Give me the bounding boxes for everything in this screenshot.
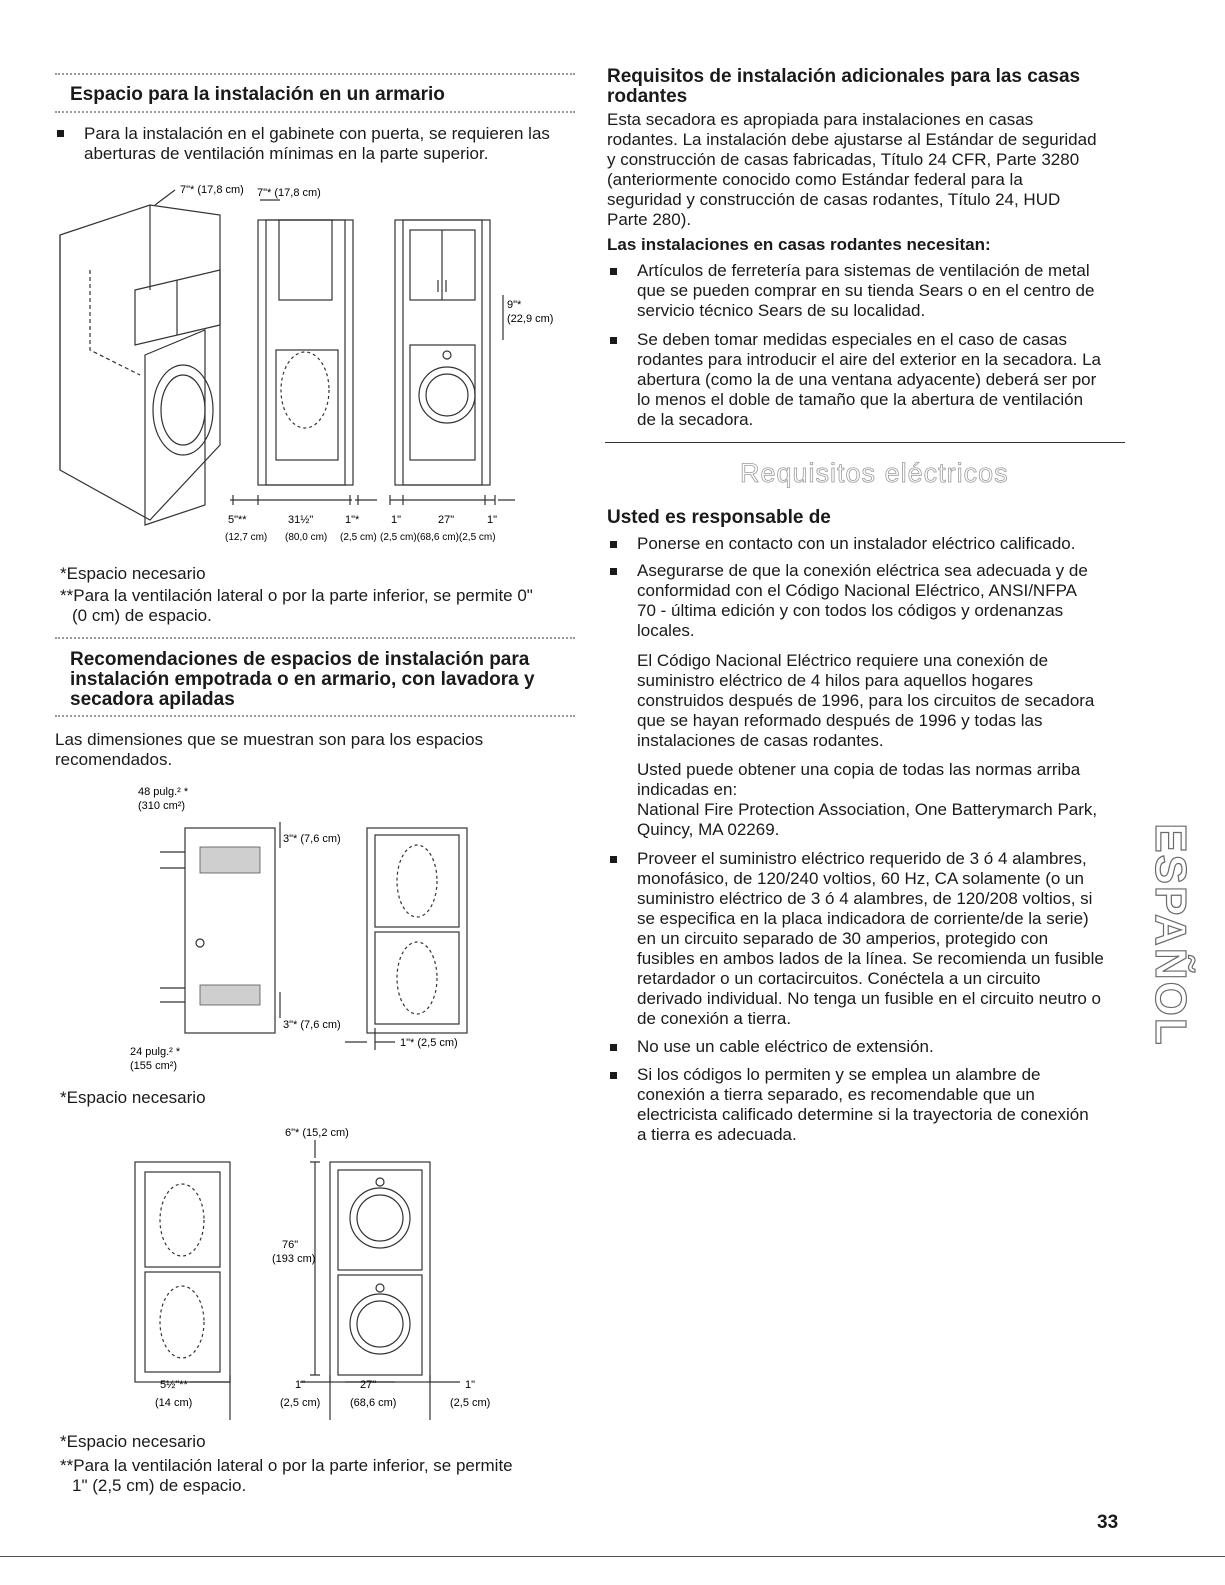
bullet — [610, 268, 617, 275]
dim-label: (310 cm²) — [138, 800, 186, 812]
bullet — [610, 1044, 617, 1051]
electrical-subheading: Usted es responsable de — [607, 507, 831, 528]
dim-label: (12,7 cm) — [225, 532, 268, 543]
bullet — [610, 568, 617, 575]
dim-label: 27" — [438, 514, 455, 526]
bullet — [610, 1072, 617, 1079]
electrical-bullet: No use un cable eléctrico de extensión. — [637, 1037, 934, 1056]
dim-label: 1"* (2,5 cm) — [400, 1037, 458, 1049]
dim-label: (22,9 cm) — [507, 313, 554, 325]
dim-label: 5½"** — [160, 1379, 188, 1391]
dim-label: 1" — [465, 1379, 476, 1391]
electrical-bullet: Ponerse en contacto con un instalador eléctrico calificado. — [637, 534, 1076, 553]
dim-label: (2,5 cm) — [280, 1397, 321, 1409]
electrical-banner: Requisitos eléctricos — [740, 458, 1009, 488]
footnote-required: *Espacio necesario — [60, 1088, 206, 1107]
footnote-venting: **Para la ventilación lateral o por la parte inferior, se permite 0" (0 cm) de espacio. — [60, 586, 533, 625]
dim-label: (68,6 cm) — [350, 1397, 397, 1409]
section-title-closet: Espacio para la instalación en un armario — [70, 84, 445, 105]
stacked-dimensions-diagram — [130, 1120, 510, 1430]
mobile-home-subheading: Las instalaciones en casas rodantes necesitan: — [607, 235, 991, 254]
dim-label: 24 pulg.² * — [130, 1046, 181, 1058]
closet-bullet-text: Para la instalación en el gabinete con puerta, se requieren las aberturas de ventilación mínimas en la parte superior. — [84, 124, 550, 163]
section-rule — [55, 73, 575, 75]
section-title-mobile-home: Requisitos de instalación adicionales para las casas rodantes — [607, 66, 1081, 107]
dim-label: (2,5 cm)(68,6 cm)(2,5 cm) — [380, 532, 496, 543]
section-title-stacked: Recomendaciones de espacios de instalación para instalación empotrada o en armario, con lavadora y secadora apiladas — [70, 649, 535, 710]
electrical-paragraph: El Código Nacional Eléctrico requiere una conexión de suministro eléctrico de 4 hilos para aquellos hogares construidos después de 1996, para los circuitos de secadora que se hayan reformado después de 1996 y todas las instalaciones de casas rodantes. — [637, 651, 1095, 750]
electrical-bullet: Proveer el suministro eléctrico requerido de 3 ó 4 alambres, monofásico, de 120/240 voltios, 60 Hz, CA solamente (o un suministro eléctrico de 3 ó 4 alambres, de 120/208 voltios, si se especifica en la placa indicadora de corriente/de la serie) en un circuito separado de 30 amperios, protegido con fusibles en ambos lados de la línea. Se recomienda un fusible retardador o un cortacircuitos. Conéctela a un circuito derivado individual. No tenga un fusible en el circuito neutro o de conexión a tierra. — [637, 849, 1104, 1028]
dim-label: 1"* — [345, 514, 360, 526]
dim-label: 6"* (15,2 cm) — [285, 1127, 349, 1139]
dim-label: (2,5 cm) — [450, 1397, 491, 1409]
dim-label: (193 cm) — [272, 1253, 316, 1265]
footer-rule — [0, 1556, 1225, 1557]
door-vent-diagram — [130, 780, 510, 1080]
dim-label: 5"** — [228, 514, 247, 526]
bullet — [610, 337, 617, 344]
dim-label: 48 pulg.² * — [138, 786, 189, 798]
mobile-home-paragraph: Esta secadora es apropiada para instalaciones en casas rodantes. La instalación debe ajustarse al Estándar de seguridad y construcción de casas fabricadas, Título 24 CFR, Parte 3280 (anteriormente conocido como Estándar federal para la seguridad y construcción de casas rodantes, Título 24, HUD Parte 280). — [607, 110, 1097, 229]
page-number: 33 — [1097, 1512, 1119, 1533]
section-rule — [605, 442, 1125, 443]
mobile-home-bullet: Artículos de ferretería para sistemas de ventilación de metal que se pueden comprar en su tienda Sears o en el centro de servicio técnico Sears de su localidad. — [637, 261, 1095, 320]
dim-label: 7"* (17,8 cm) — [257, 187, 321, 199]
bullet — [57, 130, 64, 137]
electrical-bullet: Si los códigos lo permiten y se emplea un alambre de conexión a tierra separado, es recomendable que un electricista calificado determine si la trayectoria de conexión a tierra es adecuada. — [637, 1065, 1089, 1144]
electrical-bullet: Asegurarse de que la conexión eléctrica sea adecuada y de conformidad con el Código Nacional Eléctrico, ANSI/NFPA 70 - última edición y con todos los códigos y ordenanzas locales. — [637, 561, 1088, 640]
stacked-intro: Las dimensiones que se muestran son para los espacios recomendados. — [55, 730, 484, 769]
footnote-required: *Espacio necesario — [60, 564, 206, 583]
dim-label: 9"* — [507, 299, 522, 311]
dim-label: 1" — [487, 514, 498, 526]
dim-label: 1" — [391, 514, 402, 526]
dim-label: (80,0 cm) — [285, 532, 328, 543]
electrical-paragraph: Usted puede obtener una copia de todas las normas arriba indicadas en: National Fire Protection Association, One Batterymarch Park, Quincy, MA 02269. — [637, 760, 1098, 839]
dim-label: 3"* (7,6 cm) — [283, 1019, 341, 1031]
footnote-venting: **Para la ventilación lateral o por la parte inferior, se permite 1" (2,5 cm) de espacio. — [60, 1456, 513, 1495]
section-rule — [55, 715, 575, 717]
section-rule — [55, 111, 575, 113]
dim-label: (155 cm²) — [130, 1060, 178, 1072]
bullet — [610, 541, 617, 548]
dim-label: 3"* (7,6 cm) — [283, 833, 341, 845]
dim-label: 1" — [295, 1379, 306, 1391]
dim-label: (2,5 cm) — [340, 532, 377, 543]
mobile-home-bullet: Se deben tomar medidas especiales en el caso de casas rodantes para introducir el aire del exterior en la secadora. La abertura (como la de una ventana adyacente) deberá ser por lo menos el doble de tamaño que la abertura de ventilación de la secadora. — [637, 330, 1101, 429]
dim-label: (14 cm) — [155, 1397, 193, 1409]
dim-label: 76" — [282, 1239, 299, 1251]
closet-installation-diagram — [55, 180, 575, 560]
dim-label: 27" — [360, 1379, 377, 1391]
language-side-tab: ESPAÑOL — [1146, 823, 1195, 1047]
dim-label: 7"* (17,8 cm) — [180, 184, 244, 196]
footnote-required: *Espacio necesario — [60, 1432, 206, 1451]
bullet — [610, 856, 617, 863]
section-rule — [55, 637, 575, 639]
dim-label: 31½" — [288, 514, 314, 526]
